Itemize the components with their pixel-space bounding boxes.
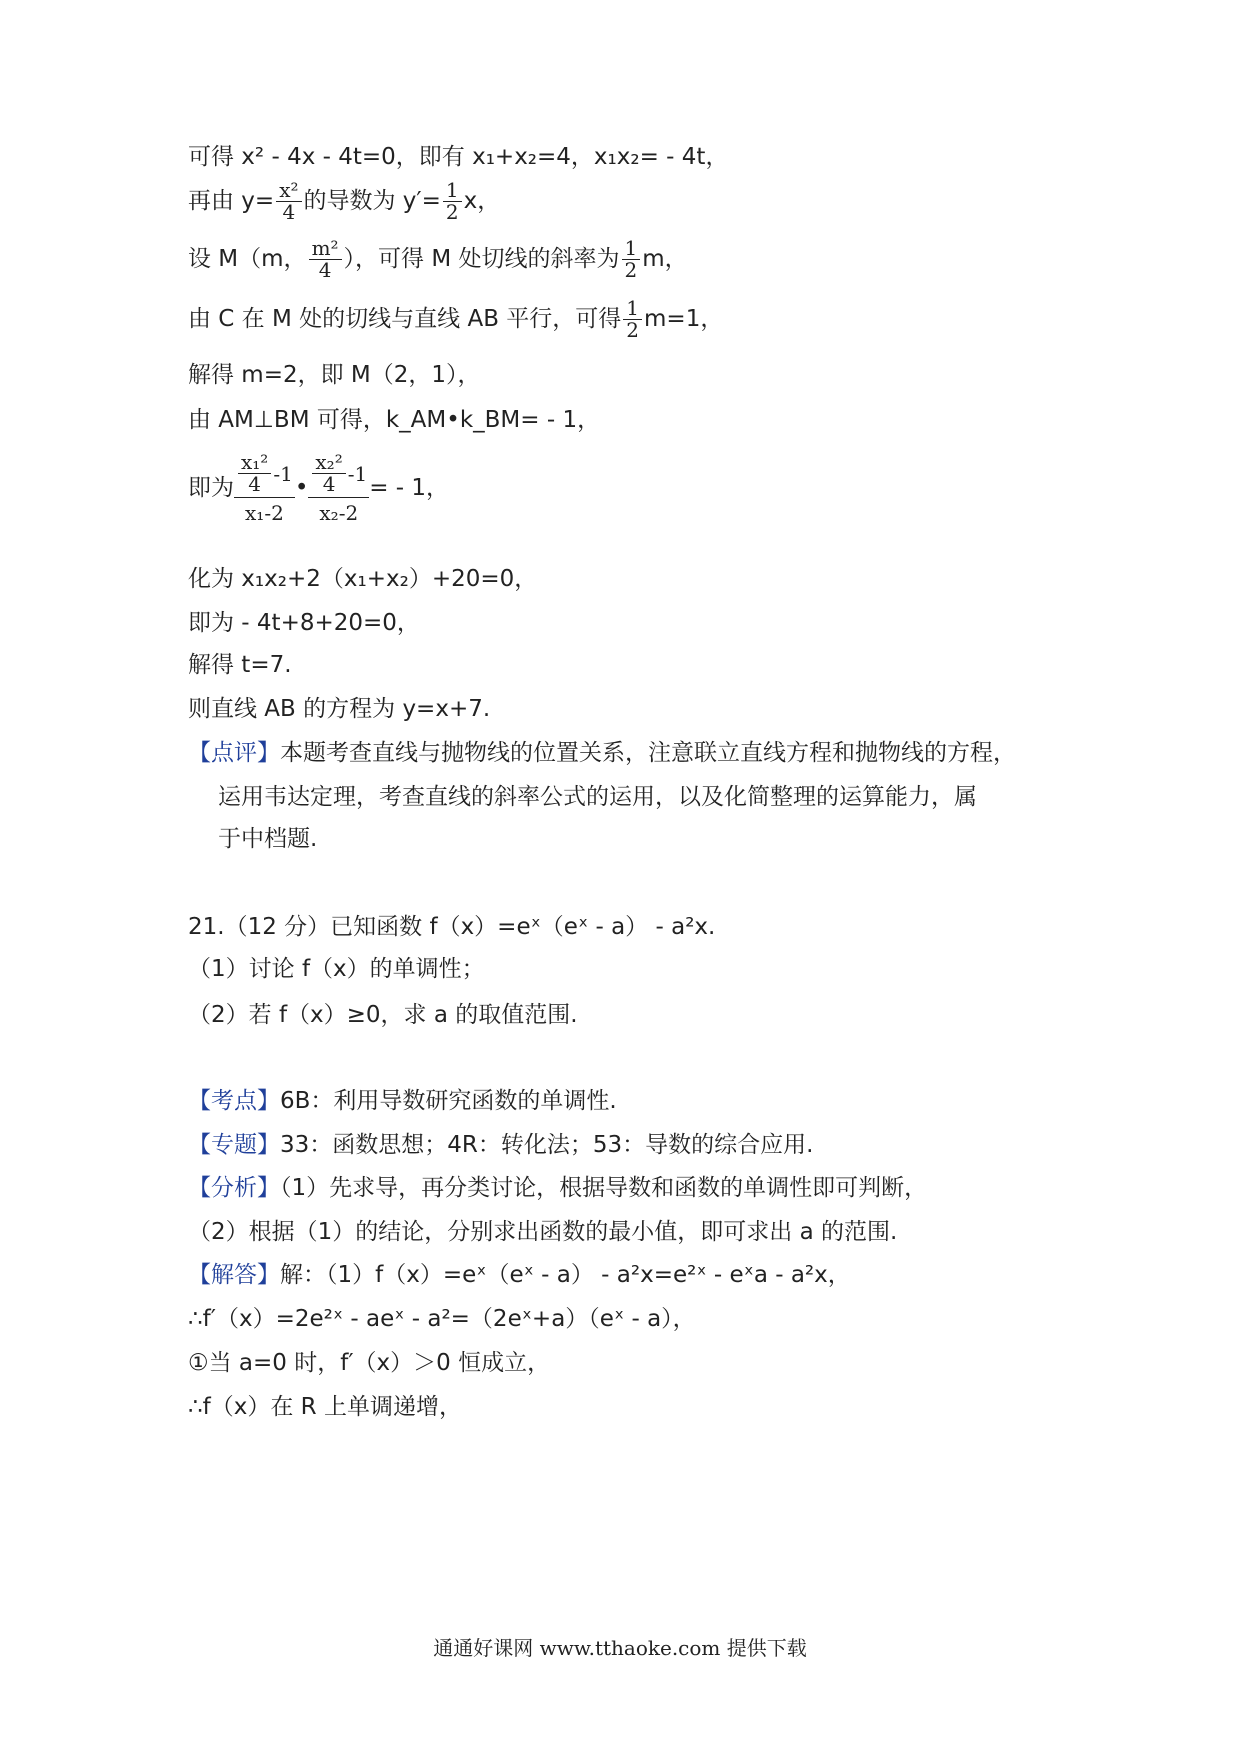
numerator: m² [309,238,342,260]
text-segment: 再由 y= [188,188,275,214]
page-footer: 通通好课网 www.tthaoke.com 提供下载 [433,1636,807,1660]
denominator: 2 [626,318,640,342]
text-line-11: 则直线 AB 的方程为 y=x+7. [188,696,491,722]
zhuanti-text: 33：函数思想；4R：转化法；53：导数的综合应用. [280,1132,814,1158]
fenxi-tag: 【分析】 [188,1175,280,1201]
fenxi-line-1 [188,1175,927,1203]
jieda-text: 解：（1）f（x）=eˣ（eˣ - a） - a²x=e²ˣ - eˣa - a²x， [280,1262,851,1288]
zhuanti-tag: 【专题】 [188,1132,280,1158]
text-line-8: 化为 x₁x₂+2（x₁+x₂）+20=0， [188,566,538,592]
numerator: x² [276,180,301,202]
numerator: x₁² [238,452,271,474]
fraction [309,238,342,281]
text-segment: -1 [347,461,368,486]
comment-line-3: 于中档题. [218,826,318,852]
kaodian-tag: 【考点】 [188,1088,280,1114]
problem-21-title: 21.（12 分）已知函数 f（x）=eˣ（eˣ - a） - a²x. [188,914,716,940]
denominator: 4 [322,472,336,496]
text-line-9: 即为 - 4t+8+20=0， [188,610,420,636]
jieda-line-1 [188,1262,851,1290]
complex-numerator [308,452,369,498]
text-line-10: 解得 t=7. [188,652,292,678]
problem-21-q1: （1）讨论 f（x）的单调性； [188,956,485,982]
dot-operator: • [294,475,309,501]
comment-line-2: 运用韦达定理，考查直线的斜率公式的运用，以及化简整理的运算能力，属 [218,784,977,810]
text-segment: 设 M（m， [188,246,307,272]
fraction [238,452,271,495]
comment-text: 本题考查直线与抛物线的位置关系，注意联立直线方程和抛物线的方程， [280,740,1016,766]
comment-tag: 【点评】 [188,740,280,766]
denominator: 4 [282,200,296,224]
fenxi-line-2: （2）根据（1）的结论，分别求出函数的最小值，即可求出 a 的范围. [188,1219,898,1245]
text-line-5: 解得 m=2，即 M（2，1）， [188,362,481,388]
jieda-line-3: ①当 a=0 时，f′（x）＞0 恒成立， [188,1350,551,1376]
jieda-line-4: ∴f（x）在 R 上单调递增， [188,1394,462,1420]
denominator: 2 [624,258,638,282]
fraction [312,452,345,495]
complex-fraction [308,452,369,525]
denominator: 4 [318,258,332,282]
jieda-tag: 【解答】 [188,1262,280,1288]
text-line-2 [188,180,500,223]
comment-line-1 [188,740,1016,768]
zhuanti-line [188,1132,813,1160]
kaodian-line [188,1088,617,1116]
text-segment: = - 1， [369,475,450,501]
fraction [623,298,642,341]
text-segment: m， [642,246,688,272]
fraction [443,180,462,223]
numerator: 1 [622,238,641,260]
denominator: 4 [248,472,262,496]
text-line-6: 由 AM⊥BM 可得，k_AM•k_BM= - 1， [188,407,601,433]
text-segment: m=1， [644,306,724,332]
text-segment: ），可得 M 处切线的斜率为 [343,246,620,272]
text-segment: 即为 [188,475,234,501]
complex-denominator: x₂-2 [319,501,359,525]
text-segment: 的导数为 y′= [303,188,441,214]
text-line-3 [188,238,688,281]
jieda-line-2: ∴f′（x）=2e²ˣ - aeˣ - a²=（2eˣ+a）（eˣ - a）， [188,1306,696,1332]
text-segment: 由 C 在 M 处的切线与直线 AB 平行，可得 [188,306,622,332]
fraction [276,180,301,223]
problem-21-q2: （2）若 f（x）≥0，求 a 的取值范围. [188,1002,578,1028]
text-segment: -1 [273,461,293,486]
denominator: 2 [445,200,459,224]
kaodian-text: 6B：利用导数研究函数的单调性. [280,1088,617,1114]
text-line-7 [188,452,449,525]
numerator: 1 [623,298,642,320]
text-line-1: 可得 x² - 4x - 4t=0，即有 x₁+x₂=4，x₁x₂= - 4t， [188,144,729,170]
fraction [622,238,641,281]
text-segment: x， [463,188,501,214]
fenxi-text: （1）先求导，再分类讨论，根据导数和函数的单调性即可判断， [280,1175,928,1201]
complex-fraction [234,452,295,525]
text-line-4 [188,298,723,341]
numerator: 1 [443,180,462,202]
complex-denominator: x₁-2 [245,501,284,525]
complex-numerator [234,452,295,498]
numerator: x₂² [312,452,345,474]
